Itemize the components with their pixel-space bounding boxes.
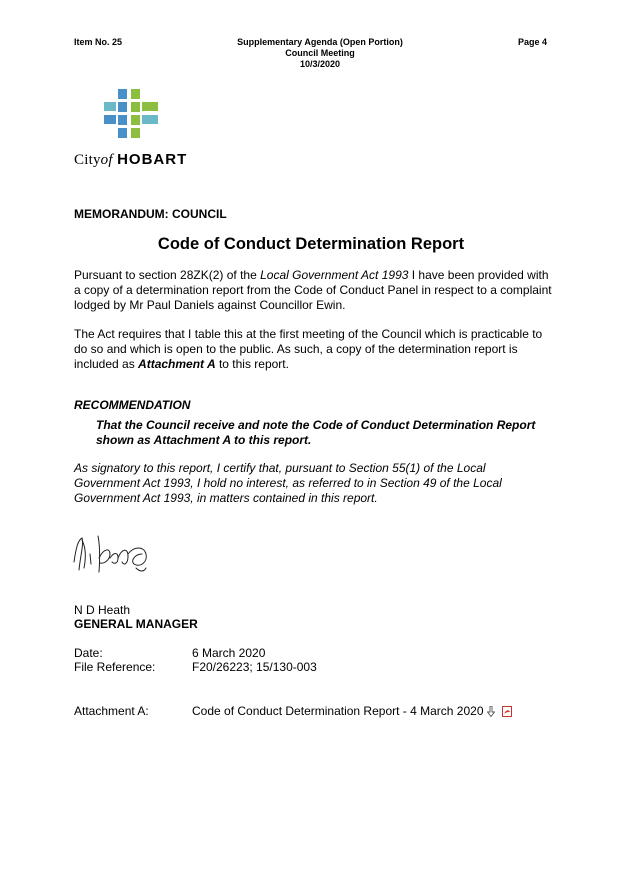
recommendation-heading: RECOMMENDATION [74, 398, 191, 412]
file-reference-label: File Reference: [74, 660, 156, 674]
agenda-title: Supplementary Agenda (Open Portion) [237, 37, 403, 47]
attachment-entry [192, 704, 512, 718]
item-number: Item No. 25 [74, 37, 123, 47]
intro-text-start: Pursuant to section 28ZK(2) of the [74, 268, 261, 282]
report-title: Code of Conduct Determination Report [157, 235, 465, 253]
date-value: 6 March 2020 [192, 646, 266, 660]
signer-role: GENERAL MANAGER [74, 617, 198, 631]
meeting-date: 10/3/2020 [299, 59, 341, 69]
act-paragraph [74, 327, 554, 372]
attachment-link[interactable]: Code of Conduct Determination Report - 4 March 2020 [192, 704, 484, 718]
act-text-end: to this report. [215, 357, 289, 371]
file-reference-value: F20/26223; 15/130-003 [192, 660, 317, 674]
signer-name: N D Heath [74, 603, 131, 617]
date-label: Date: [74, 646, 103, 660]
agenda-header [200, 37, 440, 70]
logo-of: of [100, 152, 113, 168]
intro-text-end: I have been provided with a copy of a determination report from the Code of Conduct Panel in respect to a complaint lodged by Mr Paul Daniels against Councillor Ewin. [74, 268, 552, 312]
act-text-start: The Act requires that I table this at the first meeting of the Council which is practicable to do so and which is open to the public. As such, a copy of the determination report is included as [74, 327, 543, 371]
attachment-reference: Attachment A [138, 357, 216, 371]
logo-hobart: HOBART [117, 151, 188, 168]
memo-heading: MEMORANDUM: COUNCIL [74, 207, 227, 221]
download-arrow-icon[interactable] [487, 706, 495, 717]
signature-icon [70, 518, 165, 578]
intro-paragraph [74, 268, 554, 313]
recommendation-body: That the Council receive and note the Code of Conduct Determination Report shown as Attachment A to this report. [96, 418, 536, 447]
signatory-statement: As signatory to this report, I certify that, pursuant to Section 55(1) of the Local Government Act 1993, I hold no interest, as referred to in Section 49 of the Local Government Act 1993, in matters contained in this report. [74, 461, 502, 505]
pdf-file-icon[interactable] [502, 706, 512, 717]
logo-city: City [74, 152, 101, 168]
meeting-name: Council Meeting [285, 48, 355, 58]
page-number: Page 4 [518, 37, 548, 47]
logo-wordmark [74, 151, 187, 169]
attachment-label: Attachment A: [74, 704, 149, 718]
act-name: Local Government Act 1993 [260, 268, 409, 282]
